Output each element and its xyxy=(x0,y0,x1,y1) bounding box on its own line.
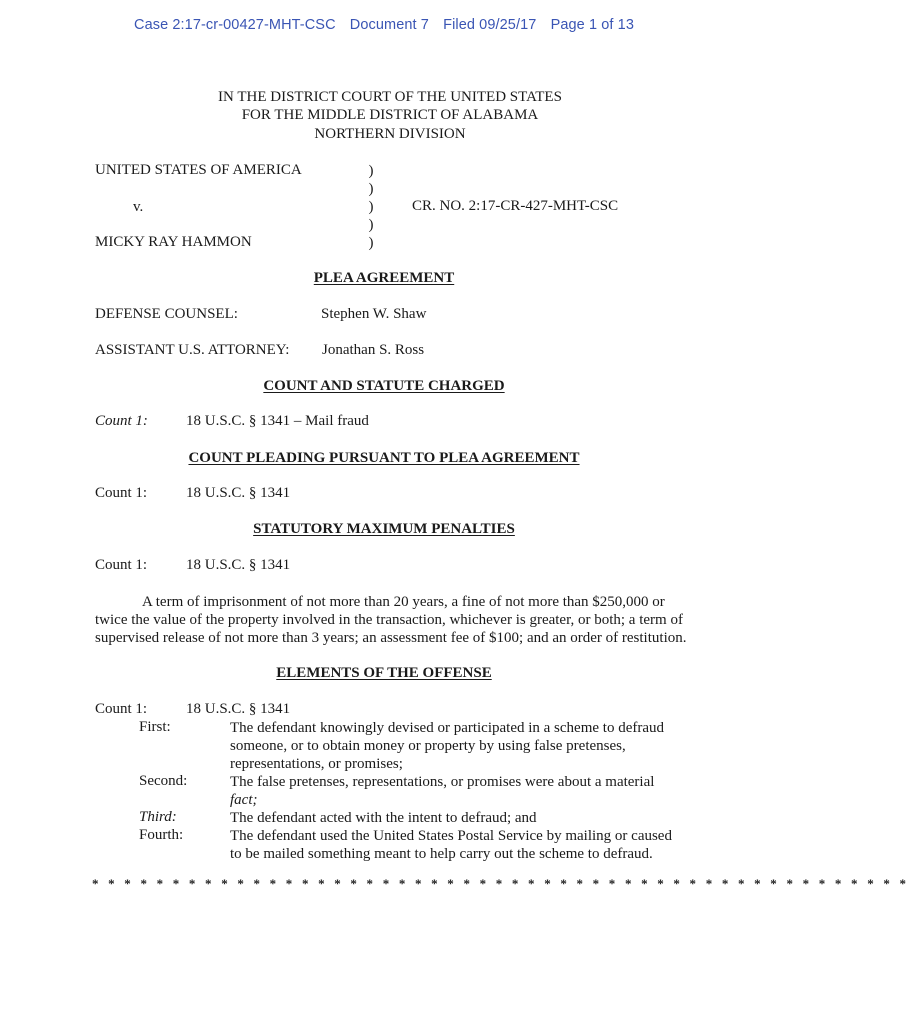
element-label-fourth: Fourth: xyxy=(139,827,184,843)
section-heading-pleading: COUNT PLEADING PURSUANT TO PLEA AGREEMENT xyxy=(188,450,580,466)
caption-paren: ) xyxy=(368,199,374,215)
element-text-fourth-line-1: The defendant used the United States Postal Service by mailing or caused xyxy=(230,828,672,844)
versus: v. xyxy=(133,199,144,215)
element-text-second-line-2: fact; xyxy=(230,792,258,808)
element-text-first-line-3: representations, or promises; xyxy=(230,756,403,772)
document-number-stamp: Document 7 xyxy=(349,17,429,33)
count-label: Count 1: xyxy=(95,701,148,717)
penalties-text-line-1: A term of imprisonment of not more than 20 years, a fine of not more than $250,000 or xyxy=(142,594,665,610)
caption-paren: ) xyxy=(368,217,374,233)
element-text-third-line-1: The defendant acted with the intent to defraud; and xyxy=(230,810,537,826)
page-count-stamp: Page 1 of 13 xyxy=(550,17,634,33)
count-label: Count 1: xyxy=(95,557,148,573)
element-label-second: Second: xyxy=(139,773,188,789)
section-heading-penalties: STATUTORY MAXIMUM PENALTIES xyxy=(253,521,515,537)
section-heading-elements: ELEMENTS OF THE OFFENSE xyxy=(276,665,492,681)
defense-counsel-name: Stephen W. Shaw xyxy=(321,306,427,322)
defendant-name: MICKY RAY HAMMON xyxy=(95,234,252,250)
court-line-3: NORTHERN DIVISION xyxy=(314,126,466,142)
caption-paren: ) xyxy=(368,235,374,251)
count-label: Count 1: xyxy=(95,413,148,429)
element-label-third: Third: xyxy=(139,809,177,825)
element-text-first-line-1: The defendant knowingly devised or participated in a scheme to defraud xyxy=(230,720,665,736)
plaintiff-name: UNITED STATES OF AMERICA xyxy=(95,162,302,178)
filed-date-stamp: Filed 09/25/17 xyxy=(443,17,537,33)
element-text-second-line-1: The false pretenses, representations, or promises were about a material xyxy=(230,774,655,790)
case-number-stamp: Case 2:17-cr-00427-MHT-CSC xyxy=(134,17,336,33)
ausa-name: Jonathan S. Ross xyxy=(322,342,425,358)
count-label: Count 1: xyxy=(95,485,148,501)
statute-elements: 18 U.S.C. § 1341 xyxy=(186,701,291,717)
statute-penalties: 18 U.S.C. § 1341 xyxy=(186,557,291,573)
court-line-2: FOR THE MIDDLE DISTRICT OF ALABAMA xyxy=(241,107,539,123)
section-heading-charged: COUNT AND STATUTE CHARGED xyxy=(263,378,505,394)
ausa-label: ASSISTANT U.S. ATTORNEY: xyxy=(95,342,290,358)
ecf-header-stamp xyxy=(0,17,768,33)
case-number: CR. NO. 2:17-CR-427-MHT-CSC xyxy=(412,198,619,214)
document-title: PLEA AGREEMENT xyxy=(313,270,455,286)
caption-paren: ) xyxy=(368,163,374,179)
caption-parentheses xyxy=(364,162,378,252)
penalties-text-line-2: twice the value of the property involved in the transaction, whichever is greater, or both; a term of xyxy=(95,612,683,628)
defense-counsel-label: DEFENSE COUNSEL: xyxy=(95,306,238,322)
asterisk-separator: * * * * * * * * * * * * * * * * * * * * * * * * * * * * * * * * * * * * * * * * * * * * * * * * * * * xyxy=(92,876,909,891)
penalties-text-line-3: supervised release of not more than 3 years; an assessment fee of $100; and an order of restitution. xyxy=(95,630,687,646)
statute-pleading: 18 U.S.C. § 1341 xyxy=(186,485,291,501)
element-text-fourth-line-2: to be mailed something meant to help carry out the scheme to defraud. xyxy=(230,846,653,862)
caption-paren: ) xyxy=(368,181,374,197)
element-text-first-line-2: someone, or to obtain money or property by using false pretenses, xyxy=(230,738,626,754)
statute-charged: 18 U.S.C. § 1341 – Mail fraud xyxy=(186,413,369,429)
court-line-1: IN THE DISTRICT COURT OF THE UNITED STATES xyxy=(218,89,562,105)
element-label-first: First: xyxy=(139,719,171,735)
